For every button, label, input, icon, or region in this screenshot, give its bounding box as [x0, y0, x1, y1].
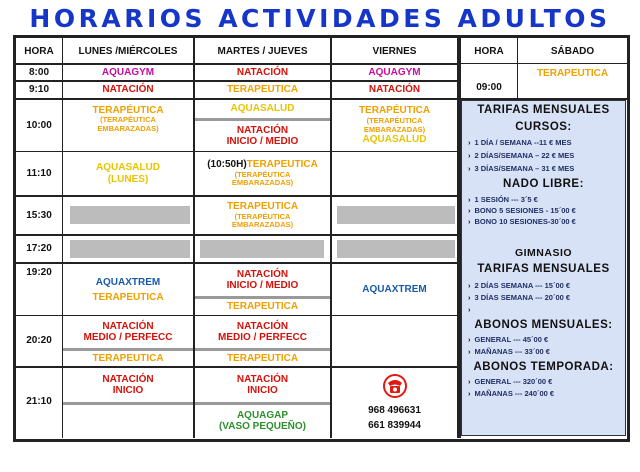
class-terapeutica: TERAPEUTICA — [92, 352, 164, 364]
class-natacion-medio-perfecc — [195, 316, 330, 348]
class-label: AQUAGAP — [236, 409, 289, 421]
tariffs-title: TARIFAS MENSUALES — [477, 104, 610, 116]
grid-line — [461, 63, 627, 64]
class-terapeutica-embarazadas — [195, 152, 330, 195]
class-note: (TERAPÉUTICA — [366, 115, 423, 125]
class-natacion-inicio-medio — [195, 264, 330, 296]
time-15-30: 15:30 — [26, 209, 52, 221]
class-aquagap — [195, 405, 330, 437]
phone-numbers — [332, 402, 457, 434]
sabado-time: 09:00 — [476, 82, 502, 94]
class-note: (TERAPÉUTICA — [100, 115, 156, 125]
class-note: (TERAPÉUTICA — [234, 211, 291, 221]
class-label: NATACIÓN — [102, 373, 154, 385]
class-aquasalud-lunes — [63, 152, 193, 195]
class-note: (VASO PEQUEÑO) — [218, 421, 307, 432]
class-label: TERAPEUTICA — [226, 201, 299, 213]
class-label: TERAPÉUTICA — [358, 105, 431, 117]
header-martes-jueves: MARTES / JUEVES — [217, 45, 308, 57]
empty-slot — [337, 240, 455, 258]
class-natacion: NATACIÓN — [236, 66, 289, 78]
time-9-10: 9:10 — [28, 84, 49, 96]
tariff-item: › BONO 5 SESIONES - 15´00 € — [468, 206, 576, 215]
tariff-item: › MAÑANAS --- 33´00 € — [468, 347, 550, 356]
header-viernes: VIERNES — [372, 45, 417, 57]
class-aquaxtrem-terapeutica — [63, 266, 193, 314]
class-label: AQUAXTREM — [95, 277, 161, 288]
class-natacion-inicio — [195, 368, 330, 402]
class-terapeutica: TERAPEUTICA — [226, 84, 299, 96]
class-aquagym: AQUAGYM — [368, 66, 421, 78]
gimnasio-title: GIMNASIO — [514, 247, 573, 259]
class-aquasalud: AQUASALUD — [362, 134, 427, 146]
class-level: MEDIO / PERFECC — [218, 332, 307, 343]
class-terapeutica: TERAPEUTICA — [226, 301, 299, 313]
class-terapeutica-embarazadas — [332, 100, 457, 151]
empty-slot — [337, 206, 455, 224]
page-title: HORARIOS ACTIVIDADES ADULTOS — [29, 4, 611, 33]
class-natacion-medio-perfecc — [63, 316, 193, 348]
empty-slot — [70, 240, 190, 258]
class-label: TERAPEUTICA — [246, 159, 318, 171]
class-natacion: NATACIÓN — [368, 84, 421, 96]
class-label: TERAPÉUTICA — [92, 104, 164, 116]
tariff-item: › 3 DÍAS/SEMANA – 31 € MES — [468, 164, 575, 173]
tariff-item: › MAÑANAS --- 240´00 € — [468, 389, 555, 398]
empty-slot — [70, 206, 190, 224]
class-note: EMBARAZADAS) — [97, 123, 159, 133]
header-lunes-miercoles: LUNES /MIÉRCOLES — [78, 45, 178, 57]
time-19-20: 19:20 — [26, 267, 52, 279]
time-10-00: 10:00 — [26, 119, 52, 131]
class-label: TERAPEUTICA — [92, 291, 164, 303]
class-natacion: NATACIÓN — [102, 84, 154, 96]
tariffs-panel — [461, 100, 626, 436]
sub-divider — [63, 402, 193, 405]
class-level: MEDIO / PERFECC — [83, 332, 173, 343]
header-hora-sabado: HORA — [474, 45, 504, 57]
class-label: NATACIÓN — [236, 124, 289, 136]
class-terapeutica-embarazadas — [63, 100, 193, 138]
tariff-item: › 3 DÍAS SEMANA --- 20´00 € — [468, 293, 571, 302]
time-21-10: 21:10 — [26, 396, 52, 408]
phone-number: 661 839944 — [368, 419, 421, 431]
empty-slot — [200, 240, 324, 258]
class-time-note: (10:50H) — [207, 159, 247, 171]
tariff-item: › 2 DÍAS SEMANA --- 15´00 € — [468, 281, 571, 290]
class-label: NATACIÓN — [236, 320, 289, 332]
class-label: AQUASALUD — [96, 162, 160, 173]
class-note: (TERAPÉUTICA — [234, 169, 291, 179]
tariff-item: › 2 DÍAS/SEMANA – 22 € MES — [468, 151, 575, 160]
class-aquagym: AQUAGYM — [101, 66, 155, 78]
phone-number: 968 496631 — [368, 405, 421, 416]
class-aquasalud: AQUASALUD — [230, 102, 295, 114]
time-20-20: 20:20 — [26, 335, 52, 347]
tariff-bullet: › — [468, 305, 471, 314]
class-note: EMBARAZADAS) — [363, 124, 426, 134]
class-level: INICIO / MEDIO — [226, 136, 299, 147]
cursos-title: CURSOS: — [515, 121, 572, 133]
class-label: NATACIÓN — [102, 320, 154, 332]
tariff-item: › GENERAL --- 320´00 € — [468, 377, 553, 386]
abonos-temporada-title: ABONOS TEMPORADA: — [473, 361, 614, 373]
sabado-activity: TERAPEUTICA — [536, 68, 609, 80]
tariff-item: › GENERAL --- 45´00 € — [468, 335, 549, 344]
class-terapeutica: TERAPEUTICA — [226, 352, 299, 364]
class-natacion-inicio — [63, 368, 193, 402]
class-aquaxtrem: AQUAXTREM — [362, 283, 427, 295]
class-level: INICIO — [247, 385, 278, 396]
class-terapeutica-embarazadas — [195, 197, 330, 234]
abonos-mensuales-title: ABONOS MENSUALES: — [474, 319, 613, 331]
class-note: EMBARAZADAS) — [231, 220, 294, 230]
gimnasio-subtitle: TARIFAS MENSUALES — [477, 263, 610, 275]
tariff-item: › 1 DÍA / SEMANA --11 € MES — [468, 138, 572, 147]
class-level: INICIO — [112, 385, 144, 396]
tariff-item: › BONO 10 SESIONES-30´00 € — [468, 217, 576, 226]
grid-line — [16, 234, 457, 236]
class-level: INICIO / MEDIO — [226, 280, 299, 291]
class-note: (LUNES) — [107, 173, 149, 185]
telephone-icon — [382, 373, 408, 399]
header-hora: HORA — [24, 45, 54, 57]
header-sabado: SÁBADO — [550, 45, 595, 57]
time-17-20: 17:20 — [26, 243, 52, 255]
class-natacion-inicio-medio — [195, 121, 330, 151]
tariff-item: › 1 SESIÓN --- 3´5 € — [468, 195, 538, 204]
class-note: EMBARAZADAS) — [231, 178, 294, 188]
class-label: NATACIÓN — [236, 268, 289, 280]
time-11-10: 11:10 — [26, 167, 52, 179]
nado-libre-title: NADO LIBRE: — [503, 178, 584, 190]
time-8-00: 8:00 — [28, 66, 49, 78]
class-label: NATACIÓN — [236, 373, 289, 385]
